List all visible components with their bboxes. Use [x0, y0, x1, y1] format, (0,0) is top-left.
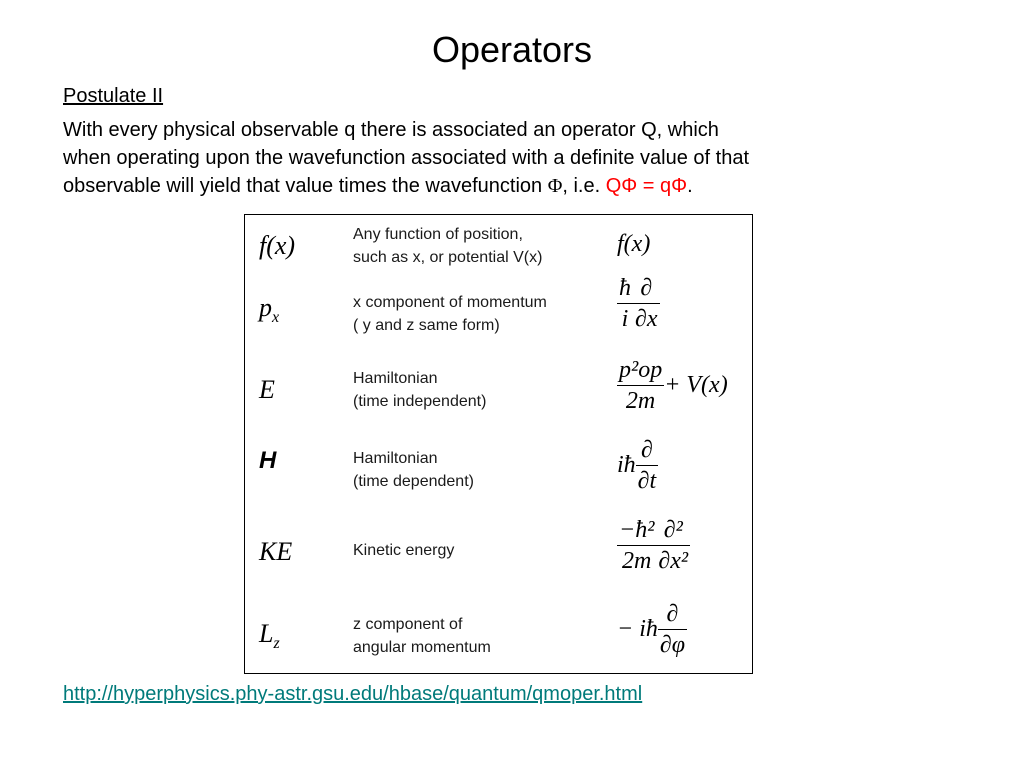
symbol-subscript: z — [273, 635, 280, 653]
fraction: $\frac{\text{p²op}}{2m}$ — [619, 357, 663, 414]
eigen-equation: QΦ = qΦ — [605, 175, 688, 197]
potential-term: + V(x) — [664, 372, 728, 398]
operator-hamiltonian — [617, 355, 728, 416]
postulate-line-2: when operating upon the wavefunction associated with a definite value of that — [63, 147, 750, 169]
ie-text: , i.e. — [562, 175, 606, 197]
table-row — [245, 599, 754, 671]
postulate-text — [63, 116, 963, 200]
fraction: $\frac{ħ}{i}$ — [619, 275, 631, 332]
symbol-lz — [259, 619, 280, 653]
operator-prefix: − iħ — [617, 616, 658, 642]
row-description — [353, 223, 603, 269]
symbol-subscript: x — [272, 309, 280, 327]
symbol-fx: f(x) — [259, 231, 296, 260]
desc-line: x component of momentum — [353, 294, 547, 311]
symbol-base: p — [259, 293, 272, 322]
phi-symbol: Φ — [547, 175, 563, 197]
desc-line: Kinetic energy — [353, 542, 455, 559]
desc-line: (time dependent) — [353, 473, 474, 490]
operator-momentum — [617, 273, 660, 334]
desc-line: Any function of position, — [353, 226, 523, 243]
fraction: $\frac{\partial}{\partial\varphi}$ — [659, 601, 686, 658]
row-description — [353, 291, 603, 337]
desc-line: ( y and z same form) — [353, 317, 500, 334]
operator-kinetic — [617, 515, 690, 576]
fraction: $\frac{\partial}{\partial t}$ — [637, 437, 657, 494]
row-description — [353, 539, 603, 562]
operator-prefix: iħ — [617, 452, 636, 478]
row-description — [353, 367, 603, 413]
postulate-heading: Postulate II — [63, 85, 164, 107]
fraction: $\frac{\text{−ħ²}}{2m}$ — [619, 517, 655, 574]
symbol-ke: KE — [259, 537, 293, 566]
table-row — [245, 515, 754, 587]
fraction: $\frac{\partial}{\partial x}$ — [635, 275, 658, 332]
table-row — [245, 273, 754, 343]
symbol-px — [259, 293, 279, 327]
postulate-line-1: With every physical observable q there is associated an operator Q, which — [63, 119, 719, 141]
source-link[interactable]: http://hyperphysics.phy-astr.gsu.edu/hbase/quantum/qmoper.html — [63, 683, 643, 705]
fraction: $\frac{\text{∂²}}{\text{∂x²}}$ — [658, 517, 689, 574]
symbol-e: E — [259, 375, 275, 404]
postulate-line-3: observable will yield that value times the wavefunction — [63, 175, 548, 197]
desc-line: Hamiltonian — [353, 450, 438, 467]
row-description — [353, 613, 603, 659]
symbol-h: H — [259, 447, 277, 474]
table-row — [245, 355, 754, 425]
desc-line: angular momentum — [353, 639, 491, 656]
table-row — [245, 435, 754, 505]
desc-line: z component of — [353, 616, 463, 633]
operator-angular — [617, 599, 687, 660]
operator-fx: f(x) — [617, 231, 651, 257]
desc-line: Hamiltonian — [353, 370, 438, 387]
symbol-base: L — [259, 619, 274, 648]
row-description — [353, 447, 603, 493]
period: . — [687, 175, 693, 197]
desc-line: (time independent) — [353, 393, 487, 410]
operator-time-derivative — [617, 435, 658, 496]
table-row — [245, 221, 754, 273]
desc-line: such as x, or potential V(x) — [353, 249, 543, 266]
operators-table — [244, 214, 753, 674]
slide-title: Operators — [431, 29, 593, 70]
